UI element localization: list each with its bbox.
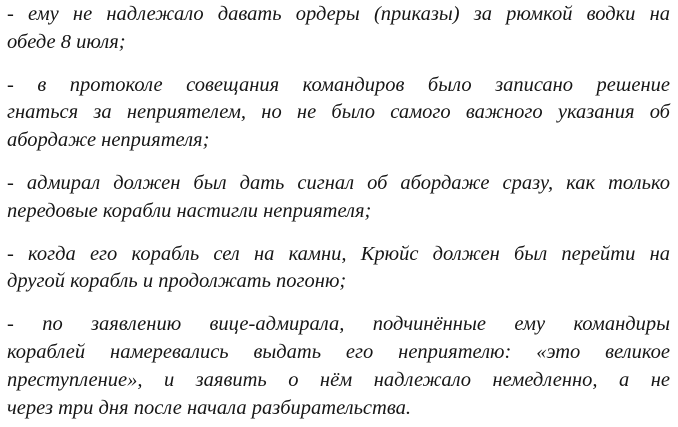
text-line: - адмирал должен был дать сигнал об абордаже сразу, как только (7, 171, 670, 194)
text-line: через три дня после начала разбирательства. (7, 396, 411, 419)
text-line: другой корабль и продолжать погоню; (7, 270, 347, 293)
text-line: - когда его корабль сел на камни, Крюйс должен был перейти на (7, 242, 670, 265)
text-line: абордаже неприятеля; (7, 129, 210, 152)
paragraph (7, 1, 670, 57)
text-line: гнаться за неприятелем, но не было самого важного указания об (7, 101, 670, 124)
document-text (7, 1, 670, 422)
text-line: обеде 8 июля; (7, 30, 126, 53)
text-line: кораблей намеревались выдать его неприятелю: «это великое (7, 340, 670, 363)
paragraph (7, 311, 670, 422)
text-line: - ему не надлежало давать ордеры (приказы) за рюмкой водки на (7, 3, 670, 25)
paragraph (7, 72, 670, 155)
text-line: - по заявлению вице-адмирала, подчинённые ему командиры (7, 313, 670, 336)
paragraph (7, 170, 670, 226)
text-line: преступление», и заявить о нём надлежало немедленно, а не (7, 368, 670, 391)
paragraph (7, 241, 670, 297)
text-line: передовые корабли настигли неприятеля; (7, 199, 372, 222)
text-line: - в протоколе совещания командиров было записано решение (7, 73, 670, 96)
